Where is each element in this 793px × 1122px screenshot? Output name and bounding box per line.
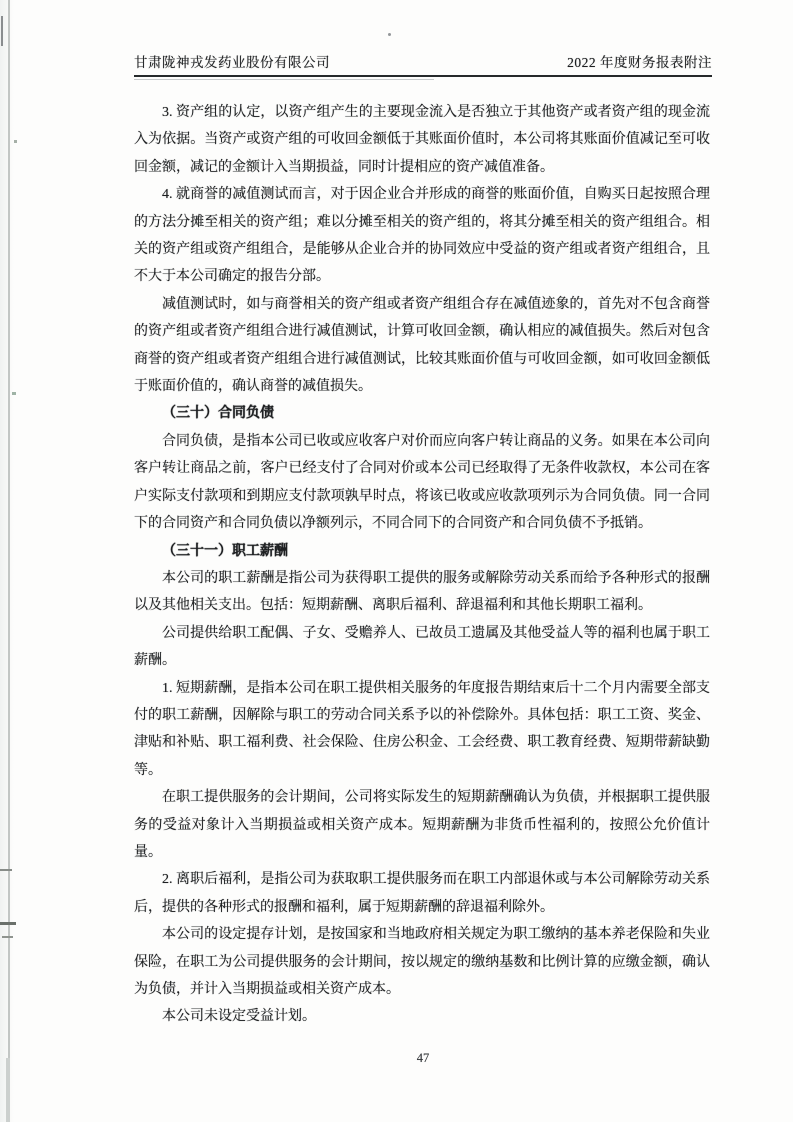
scan-artifact-speck [14,140,17,143]
section-heading: （三十一）职工薪酬 [162,543,288,559]
paragraph: 2. 离职后福利，是指公司为获取职工提供服务而在职工内部退休或与本公司解除劳动关系后，提供的各种形式的报酬和福利，属于短期薪酬的辞退福利除外。 [134,872,710,915]
header-company-name: 甘肃陇神戎发药业股份有限公司 [134,55,330,70]
paragraph: 合同负债，是指本公司已收或应收客户对价而应向客户转让商品的义务。如果在本公司向客户转让商品之前，客户已经支付了合同对价或本公司已经取得了无条件收款权，本公司在客户实际支付款项和到期应支付款项孰早时点，将该已收或应收款项列示为合同负债。同一合同下的合同资产和合同负债以净额列示，不同合同下的合同资产和合同负债不予抵销。 [134,433,710,532]
header-doc-title: 2022 年度财务报表附注 [567,55,712,70]
scan-artifact-tick [2,936,13,938]
scan-artifact-vline-bottom [6,1058,10,1122]
page-footer [134,1051,712,1066]
scan-edge-shade [0,0,14,1122]
paragraph: 本公司的设定提存计划，是按国家和当地政府相关规定为职工缴纳的基本养老保险和失业保险，在职工为公司提供服务的会计期间，按以规定的缴纳基数和比例计算的应缴金额，确认为负债，并计入当期损益或相关资产成本。 [134,927,710,997]
scan-artifact-vline [8,0,10,1122]
paragraph: 3. 资产组的认定，以资产组产生的主要现金流入是否独立于其他资产或者资产组的现金流入为依据。当资产或资产组的可收回金额低于其账面价值时，本公司将其账面价值减记至可收回金额，减记的金额计入当期损益，同时计提相应的资产减值准备。 [134,105,710,175]
scan-artifact-speck [12,392,16,395]
page-number: 47 [416,1051,430,1065]
scan-artifact-dash [1,16,3,46]
paragraph: 在职工提供服务的会计期间，公司将实际发生的短期薪酬确认为负债，并根据职工提供服务的受益对象计入当期损益或相关资产成本。短期薪酬为非货币性福利的，按照公允价值计量。 [134,790,710,860]
scan-artifact-tick [0,869,12,871]
paragraph: 减值测试时，如与商誉相关的资产组或者资产组组合存在减值迹象的，首先对不包含商誉的资产组或者资产组组合进行减值测试，计算可收回金额，确认相应的减值损失。然后对包含商誉的资产组或者资产组组合进行减值测试，比较其账面价值与可收回金额，如可收回金额低于账面价值的，确认商誉的减值损失。 [134,296,710,395]
paragraph: 1. 短期薪酬，是指本公司在职工提供相关服务的年度报告期结束后十二个月内需要全部支付的职工薪酬，因解除与职工的劳动合同关系予以的补偿除外。具体包括：职工工资、奖金、津贴和补贴、职工福利费、社会保险、住房公积金、工会经费、职工教育经费、短期带薪缺勤等。 [134,680,710,778]
page-header [134,51,712,71]
scan-artifact-dot [388,33,391,36]
paragraph: 本公司未设定受益计划。 [162,1009,316,1025]
section-heading: （三十）合同负债 [162,406,274,422]
header-rule-ghost [134,79,434,80]
paragraph: 4. 就商誉的减值测试而言，对于因企业合并形成的商誉的账面价值，自购买日起按照合理的方法分摊至相关的资产组；难以分摊至相关的资产组的，将其分摊至相关的资产组组合。相关的资产组或资产组组合，是能够从企业合并的协同效应中受益的资产组或者资产组组合，且不大于本公司确定的报告分部。 [134,187,710,285]
paragraph: 公司提供给职工配偶、子女、受赡养人、已故员工遗属及其他受益人等的福利也属于职工薪酬。 [134,625,710,669]
header-rule [134,75,712,77]
document-body [134,99,710,1031]
scan-artifact-tick [0,922,16,925]
paragraph: 本公司的职工薪酬是指公司为获得职工提供的服务或解除劳动关系而给予各种形式的报酬以及其他相关支出。包括：短期薪酬、离职后福利、辞退福利和其他长期职工福利。 [134,570,710,614]
